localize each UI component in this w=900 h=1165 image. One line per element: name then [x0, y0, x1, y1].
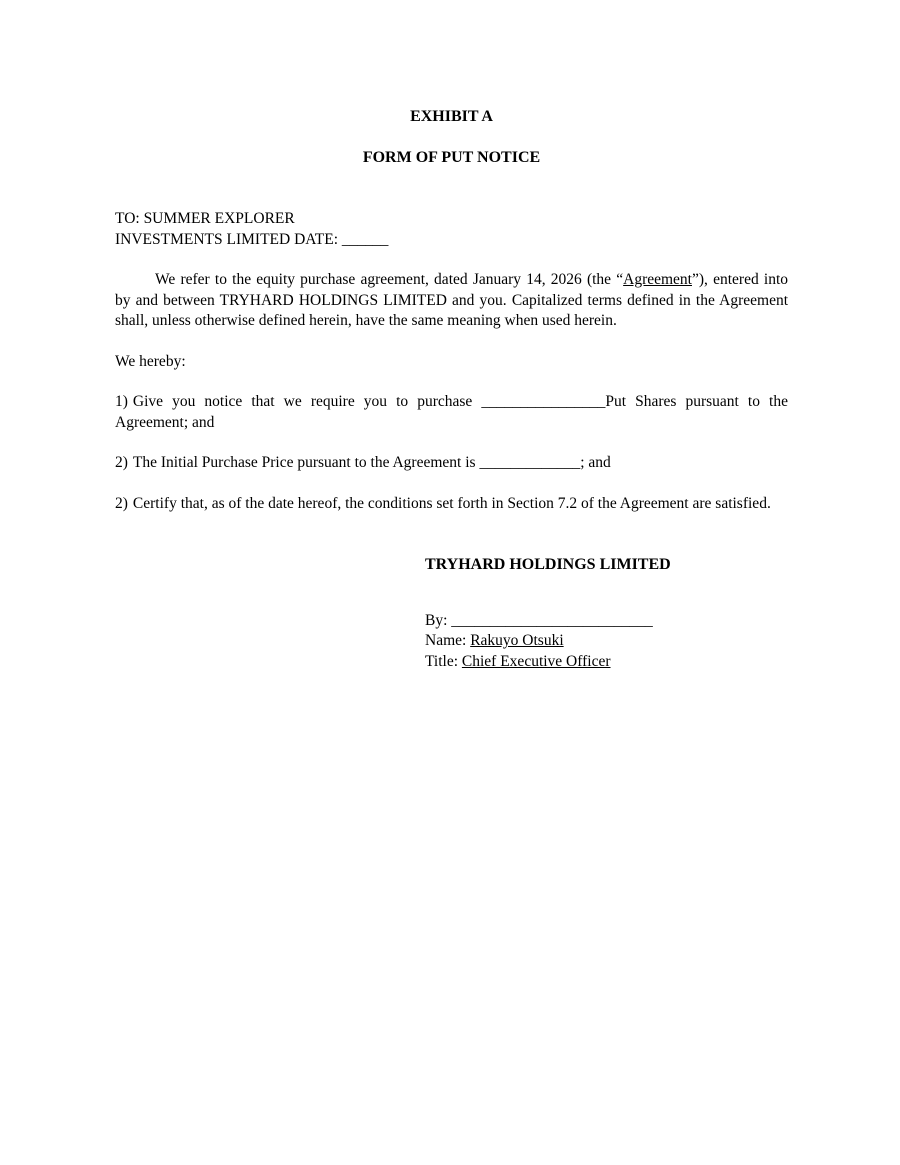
put-notice-item-1: [115, 392, 788, 433]
item-2-number: 2): [115, 454, 128, 471]
item-3-pre-text: Certify that, as of the date hereof, the conditions set forth in Section 7.2 of the Agreement are satisfied.: [132, 494, 771, 512]
signature-block: [425, 555, 788, 672]
item-2-post-text: ; and: [580, 454, 611, 471]
by-label: By:: [425, 611, 448, 629]
signature-title-line: [425, 652, 788, 673]
signature-company-name: TRYHARD HOLDINGS LIMITED: [425, 556, 671, 573]
item-1-pre-text: Give you notice that we require you to purchase: [132, 393, 482, 410]
exhibit-heading: EXHIBIT A: [410, 108, 493, 125]
item-3-number: 2): [115, 494, 128, 512]
put-notice-item-2: [115, 453, 788, 474]
intro-paragraph: [115, 270, 788, 332]
signature-name-line: [425, 631, 788, 652]
put-notice-item-3: [115, 494, 788, 515]
by-blank: __________________________: [451, 611, 653, 629]
signature-by-line: [425, 611, 788, 632]
addressee-line-2-label: INVESTMENTS LIMITED DATE:: [115, 230, 339, 248]
intro-post-text: ”), entered into by and between TRYHARD HOLDINGS LIMITED and you. Capitalized terms defined in the Agreement shall, unless otherwise defined herein, have the same meaning when used herein.: [115, 271, 788, 329]
item-1-blank: ________________: [481, 393, 606, 410]
title-value: Chief Executive Officer: [461, 652, 611, 670]
addressee-block: [115, 209, 788, 250]
name-label: Name:: [425, 632, 467, 649]
we-hereby-line: We hereby:: [115, 352, 186, 370]
agreement-term: Agreement: [623, 271, 692, 288]
form-title-heading: FORM OF PUT NOTICE: [362, 148, 541, 166]
item-2-blank: _____________: [479, 454, 581, 471]
item-2-pre-text: The Initial Purchase Price pursuant to the Agreement is: [132, 454, 480, 471]
addressee-line-1: TO: SUMMER EXPLORER: [115, 210, 295, 227]
intro-pre-text: We refer to the equity purchase agreement, dated January 14, 2026 (the “: [155, 271, 624, 288]
date-blank: ______: [341, 230, 389, 248]
title-label: Title:: [425, 652, 459, 670]
item-1-number: 1): [115, 393, 128, 410]
name-value: Rakuyo Otsuki: [470, 632, 564, 649]
item-1-post-text: Put Shares pursuant to the Agreement; and: [115, 393, 788, 431]
